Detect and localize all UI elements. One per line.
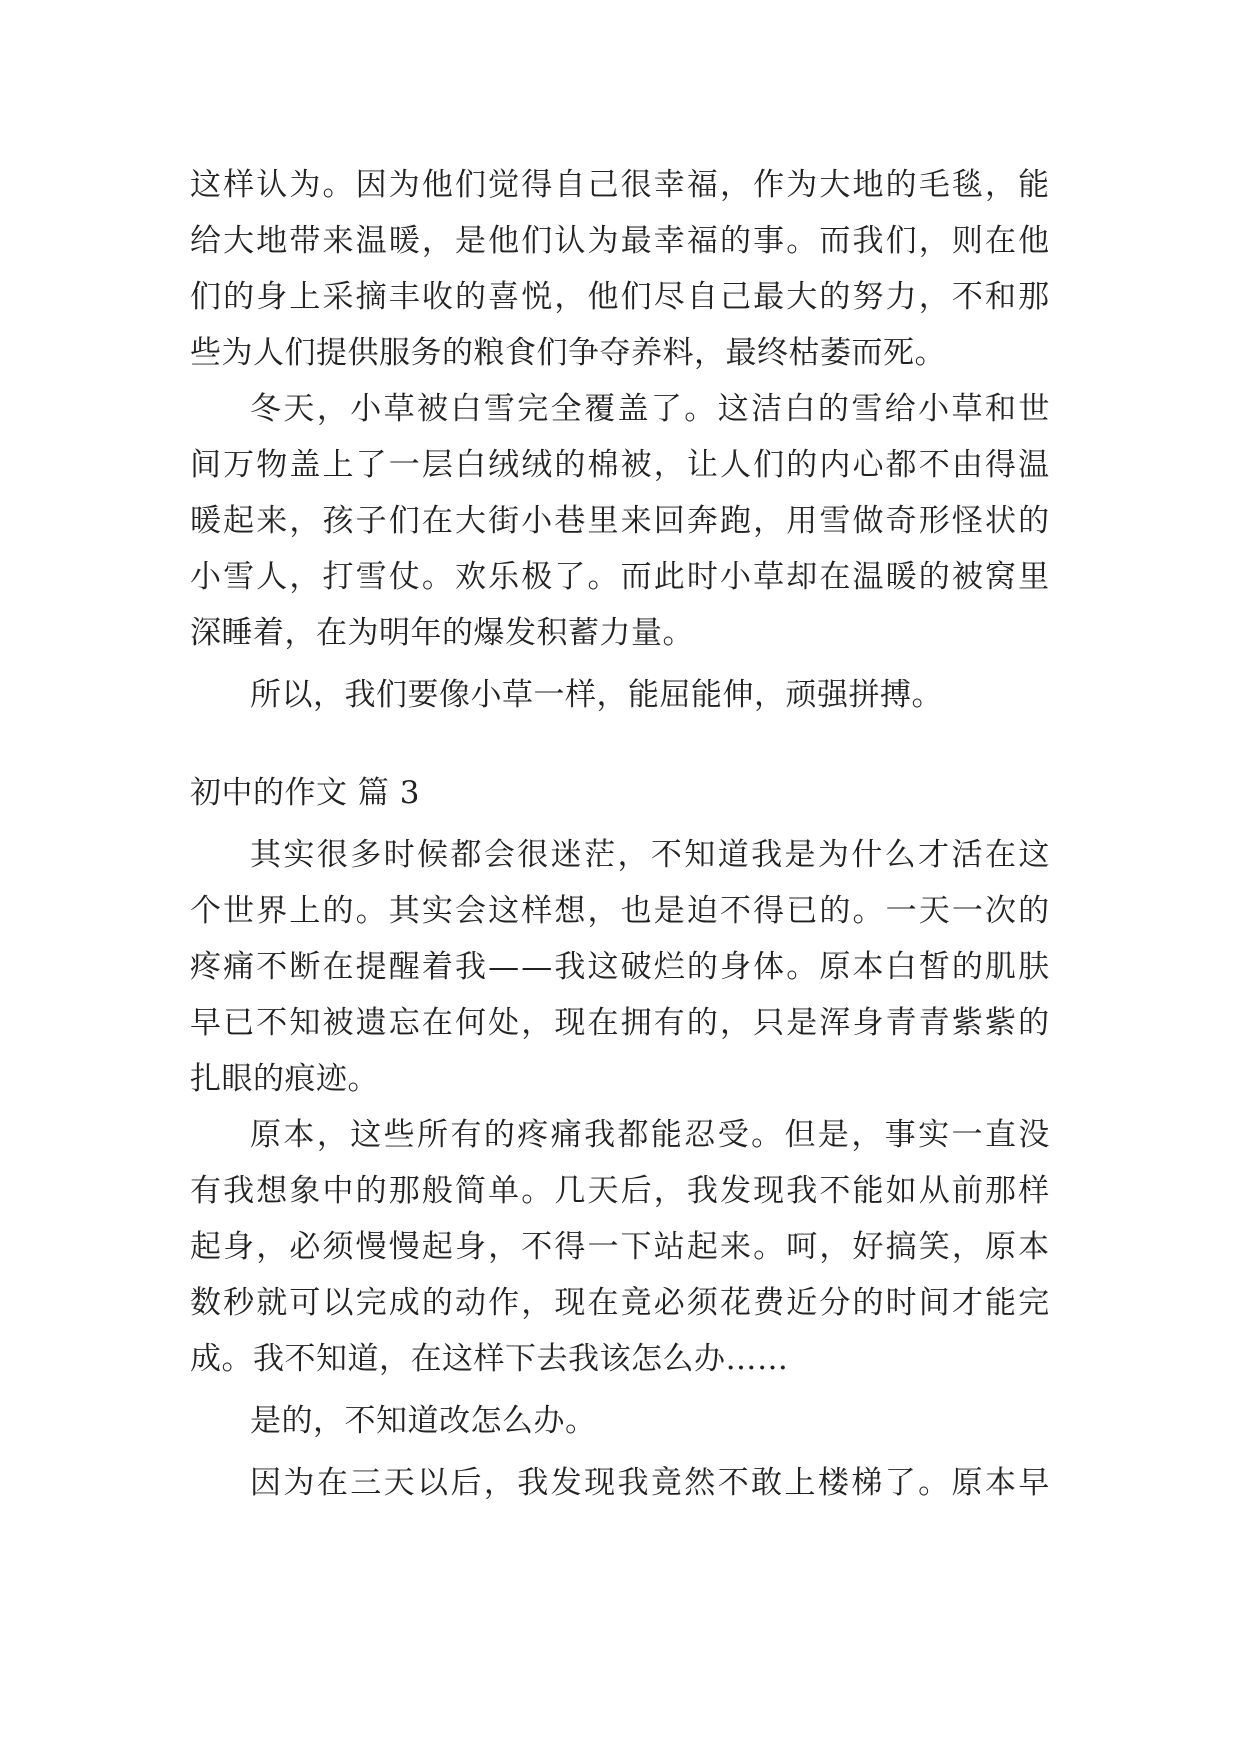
bottom-line: 成。我不知道，在这样下去我该怎么办…… [190,1341,789,1377]
bottom-line: 原 本 ， 这 些 所 有 的 疼 痛 我 都 能 忍 受 。 但 是 ， 事 实 一 直 没 [250,1117,1050,1153]
top-line: 些为人们提供服务的粮食们争夺养料，最终枯萎而死。 [190,335,946,371]
top-line: 这 样 认 为 。 因 为 他 们 觉 得 自 己 很 幸 福 ， 作 为 大 地 的 毛 毯 ， 能 [190,167,1050,203]
section-title: 初中的作文 篇 3 [190,775,420,811]
top-line: 冬 天 ， 小 草 被 白 雪 完 全 覆 盖 了 。 这 洁 白 的 雪 给 小 草 和 世 [250,391,1050,427]
top-line: 小 雪 人 ， 打 雪 仗 。 欢 乐 极 了 。 而 此 时 小 草 却 在 温 暖 的 被 窝 里 [190,559,1050,595]
top-line: 间 万 物 盖 上 了 一 层 白 绒 绒 的 棉 被 ， 让 人 们 的 内 心 都 不 由 得 温 [190,447,1050,483]
bottom-line: 因 为 在 三 天 以 后 ， 我 发 现 我 竟 然 不 敢 上 楼 梯 了 。 原 本 早 [250,1465,1050,1501]
bottom-line: 其 实 很 多 时 候 都 会 很 迷 茫 ， 不 知 道 我 是 为 什 么 才 活 在 这 [250,837,1050,873]
bottom-line: 扎眼的痕迹。 [190,1061,379,1097]
top-line: 暖 起 来 ， 孩 子 们 在 大 街 小 巷 里 来 回 奔 跑 ， 用 雪 做 奇 形 怪 状 的 [190,503,1050,539]
bottom-line: 早 已 不 知 被 遗 忘 在 何 处 ， 现 在 拥 有 的 ， 只 是 浑 身 青 青 紫 紫 的 [190,1005,1050,1041]
bottom-line: 起 身 ， 必 须 慢 慢 起 身 ， 不 得 一 下 站 起 来 。 呵 ， 好 搞 笑 ， 原 本 [190,1229,1050,1265]
bottom-line: 数 秒 就 可 以 完 成 的 动 作 ， 现 在 竟 必 须 花 费 近 分 的 时 间 才 能 完 [190,1285,1050,1321]
bottom-line: 疼 痛 不 断 在 提 醒 着 我 — — 我 这 破 烂 的 身 体 。 原 本 白 皙 的 肌 肤 [190,949,1050,985]
top-line: 们 的 身 上 采 摘 丰 收 的 喜 悦 ， 他 们 尽 自 己 最 大 的 努 力 ， 不 和 那 [190,279,1050,315]
top-line: 深睡着，在为明年的爆发积蓄力量。 [190,615,694,651]
bottom-line: 是的，不知道改怎么办。 [250,1403,597,1439]
top-line: 给 大 地 带 来 温 暖 ， 是 他 们 认 为 最 幸 福 的 事 。 而 我 们 ， 则 在 他 [190,223,1050,259]
top-line: 所以，我们要像小草一样，能屈能伸，顽强拼搏。 [250,677,943,713]
bottom-line: 个 世 界 上 的 。 其 实 会 这 样 想 ， 也 是 迫 不 得 已 的 。 一 天 一 次 的 [190,893,1050,929]
bottom-line: 有 我 想 象 中 的 那 般 简 单 。 几 天 后 ， 我 发 现 我 不 能 如 从 前 那 样 [190,1173,1050,1209]
